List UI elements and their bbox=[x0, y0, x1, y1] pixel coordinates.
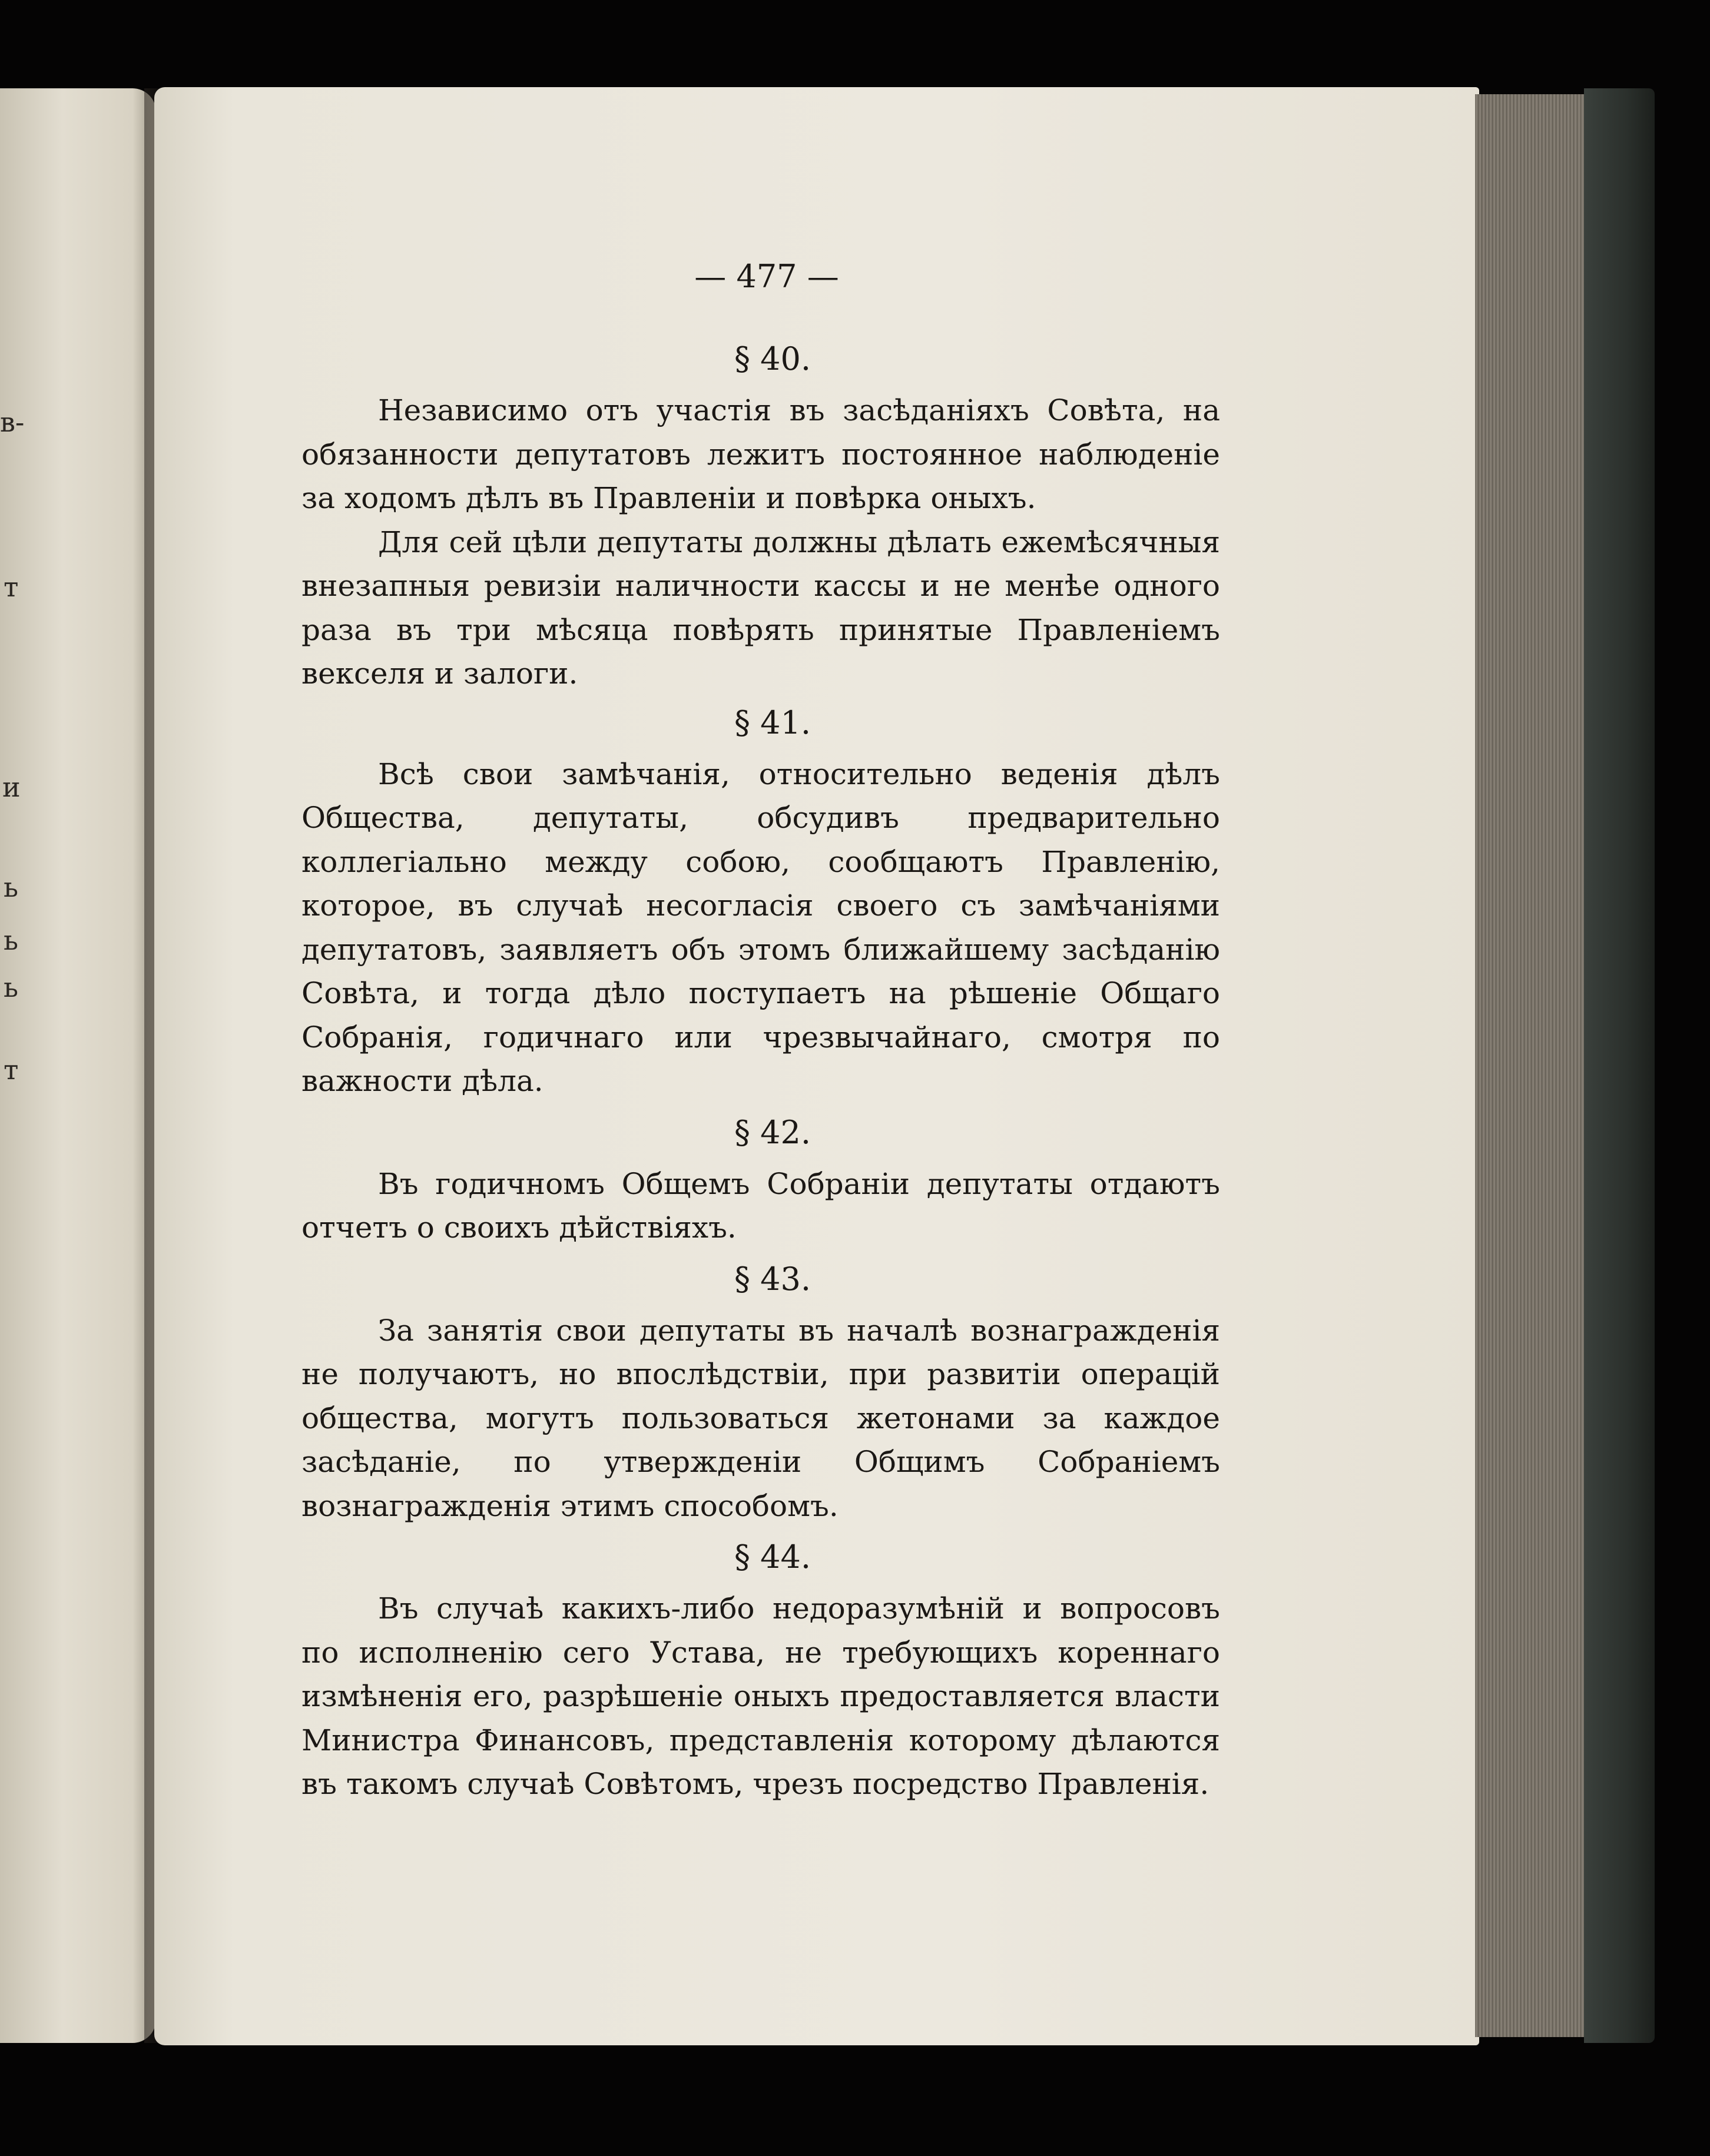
section-heading: § 44. bbox=[734, 1538, 811, 1575]
left-page-fragment: т bbox=[4, 571, 19, 603]
paragraph: Въ случаѣ какихъ-либо недоразумѣній и вопросовъ по исполненію сего Устава, не требующихъ кореннаго измѣненія его, разрѣшеніе оныхъ предоставляется власти Министра Финансовъ, представленія которому дѣлаются въ такомъ случаѣ Совѣтомъ, чрезъ посредство Правленія. bbox=[301, 1591, 1220, 1801]
section-heading: § 43. bbox=[734, 1260, 811, 1298]
left-page-fragment: ь bbox=[4, 871, 19, 903]
paragraph: Для сей цѣли депутаты должны дѣлать ежемѣсячныя внезапныя ревизіи наличности кассы и не менѣе одного раза въ три мѣсяца повѣрять принятые Правленіемъ векселя и залоги. bbox=[301, 525, 1220, 691]
paragraph: Всѣ свои замѣчанія, относительно веденія дѣлъ Общества, депутаты, обсудивъ предварительно коллегіально между собою, сообщаютъ Правленію, которое, въ случаѣ несогласія своего съ замѣчаніями депутатовъ, заявляетъ объ этомъ ближайшему засѣданію Совѣта, и тогда дѣло поступаетъ на рѣшеніе Общаго Собранія, годичнаго или чрезвычайнаго, смотря по важности дѣла. bbox=[301, 757, 1220, 1098]
paragraph: Въ годичномъ Общемъ Собраніи депутаты отдаютъ отчетъ о своихъ дѣйствіяхъ. bbox=[301, 1166, 1220, 1245]
left-page-fragment: в- bbox=[0, 406, 25, 438]
book-cover bbox=[1584, 88, 1655, 2043]
left-page-fragment: ь bbox=[4, 971, 19, 1003]
page-number: — 477 — bbox=[694, 258, 839, 295]
left-page-fragment: и bbox=[2, 771, 21, 803]
left-page-fragment: т bbox=[4, 1054, 19, 1086]
left-facing-page bbox=[0, 88, 156, 2043]
section-heading: § 41. bbox=[734, 704, 811, 741]
page-text-block bbox=[301, 247, 1220, 1806]
page-stack-edge bbox=[1475, 94, 1593, 2037]
section-heading: § 40. bbox=[734, 340, 811, 377]
paragraph: Независимо отъ участія въ засѣданіяхъ Совѣта, на обязанности депутатовъ лежитъ постоянное наблюденіе за ходомъ дѣлъ въ Правленіи и повѣрка оныхъ. bbox=[301, 393, 1220, 515]
left-page-fragment: ь bbox=[4, 924, 19, 956]
paragraph: За занятія свои депутаты въ началѣ вознагражденія не получаютъ, но впослѣдствіи, при развитіи операцій общества, могутъ пользоваться жетонами за каждое засѣданіе, по утвержденіи Общимъ Собраніемъ вознагражденія этимъ способомъ. bbox=[301, 1313, 1220, 1523]
section-heading: § 42. bbox=[734, 1113, 811, 1151]
